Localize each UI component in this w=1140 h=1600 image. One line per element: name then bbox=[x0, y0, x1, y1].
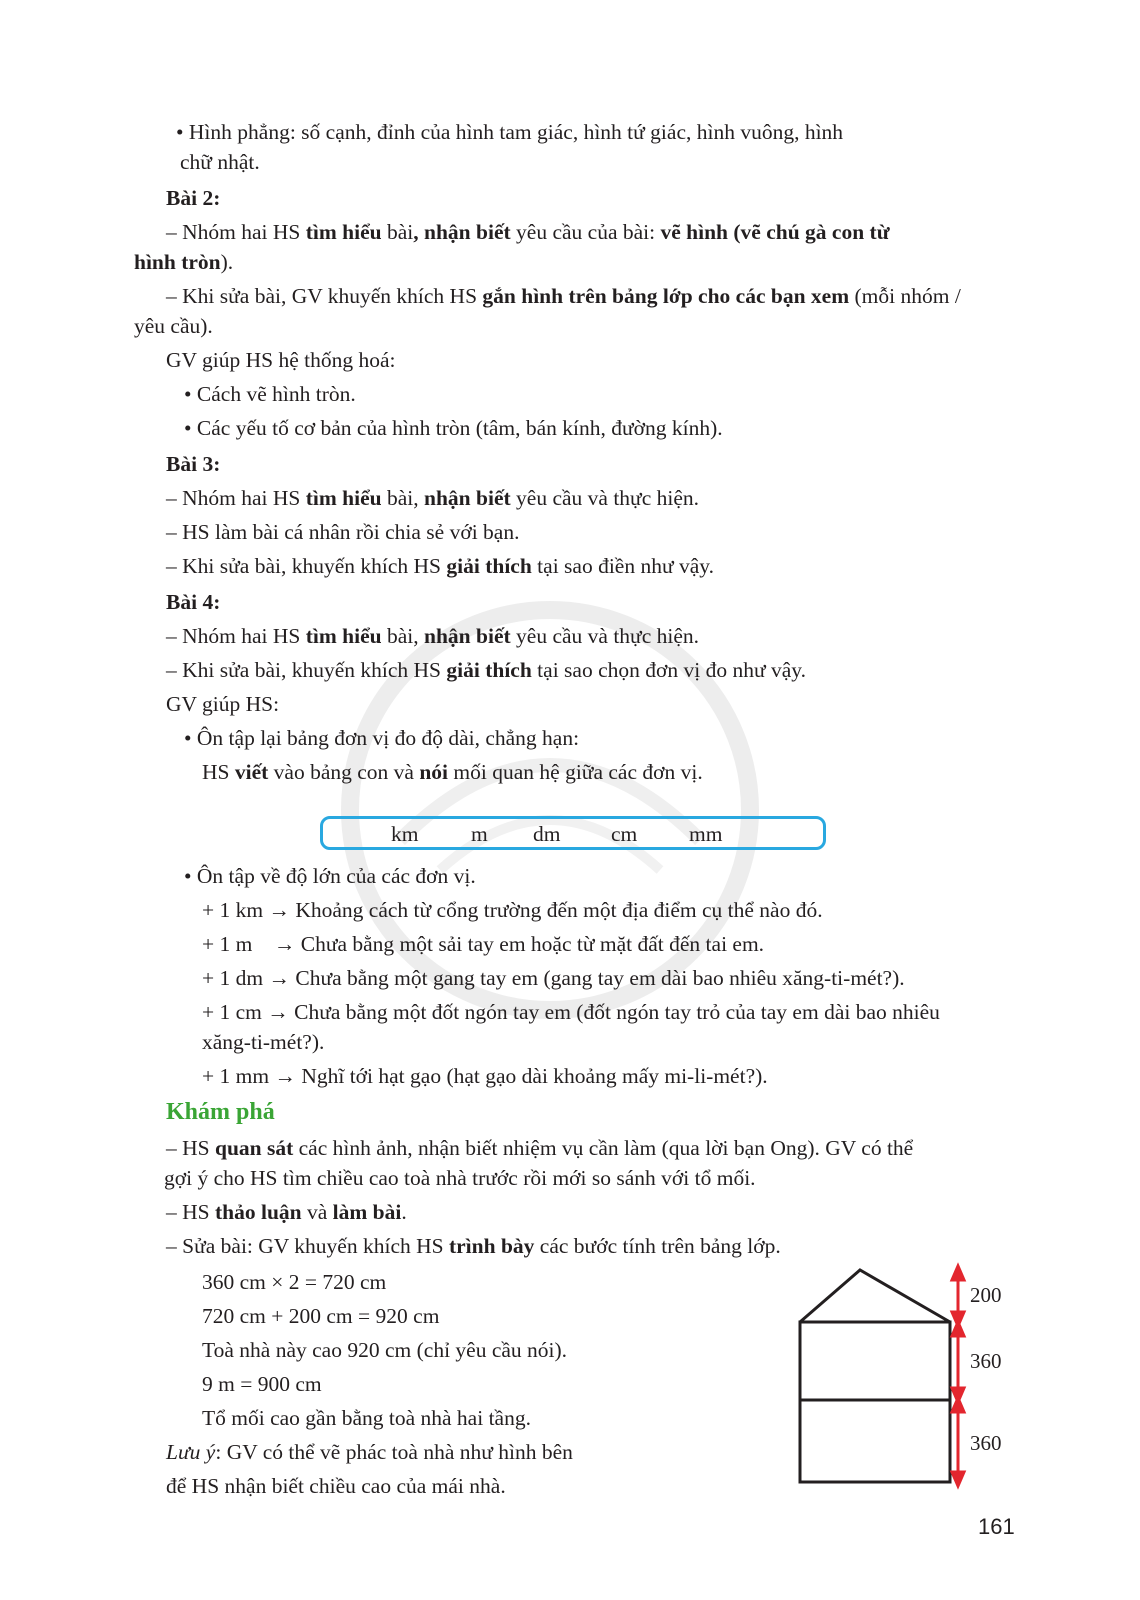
text-line: – HS làm bài cá nhân rồi chia sẻ với bạn. bbox=[166, 520, 520, 544]
text-line: – Khi sửa bài, khuyến khích HS giải thích tại sao điền như vậy. bbox=[166, 554, 715, 578]
bullet-line: • Các yếu tố cơ bản của hình tròn (tâm, bán kính, đường kính). bbox=[184, 416, 723, 440]
text-line: gợi ý cho HS tìm chiều cao toà nhà trước rồi mới so sánh với tổ mối. bbox=[164, 1166, 756, 1190]
bullet-line: • Cách vẽ hình tròn. bbox=[184, 382, 356, 406]
unit-m: m bbox=[471, 822, 488, 846]
calculation-line: 9 m = 900 cm bbox=[202, 1372, 322, 1396]
label-roof-height: 200 bbox=[970, 1283, 1002, 1307]
building-diagram bbox=[790, 1258, 1030, 1498]
bullet-line: • Ôn tập về độ lớn của các đơn vị. bbox=[184, 864, 476, 888]
text-line: GV giúp HS: bbox=[166, 692, 280, 716]
calculation-line: 360 cm × 2 = 720 cm bbox=[202, 1270, 387, 1294]
label-upper-floor-height: 360 bbox=[970, 1349, 1002, 1373]
unit-table bbox=[320, 816, 826, 850]
text-line: yêu cầu). bbox=[134, 314, 213, 338]
list-item: + 1 mm → Nghĩ tới hạt gạo (hạt gạo dài khoảng mấy mi-li-mét?). bbox=[202, 1064, 768, 1088]
label-lower-floor-height: 360 bbox=[970, 1431, 1002, 1455]
calculation-line: Tổ mối cao gần bằng toà nhà hai tầng. bbox=[202, 1406, 531, 1430]
note-line: để HS nhận biết chiều cao của mái nhà. bbox=[166, 1474, 506, 1498]
exercise-4-heading: Bài 4: bbox=[166, 590, 221, 614]
list-item: + 1 m → Chưa bằng một sải tay em hoặc từ mặt đất đến tai em. bbox=[202, 932, 765, 956]
unit-km: km bbox=[391, 822, 419, 846]
list-item: + 1 km → Khoảng cách từ cổng trường đến một địa điểm cụ thể nào đó. bbox=[202, 898, 823, 922]
building-outline bbox=[800, 1270, 950, 1482]
text-line: hình tròn). bbox=[134, 250, 234, 274]
text-line: – HS thảo luận và làm bài. bbox=[166, 1200, 407, 1224]
bullet-line: • Hình phẳng: số cạnh, đỉnh của hình tam giác, hình tứ giác, hình vuông, hình bbox=[176, 120, 844, 144]
unit-dm: dm bbox=[533, 822, 561, 846]
unit-mm: mm bbox=[689, 822, 723, 846]
list-item: + 1 dm → Chưa bằng một gang tay em (gang tay em dài bao nhiêu xăng-ti-mét?). bbox=[202, 966, 905, 990]
unit-cm: cm bbox=[611, 822, 638, 846]
floor-lower bbox=[800, 1400, 950, 1482]
calculation-line: Toà nhà này cao 920 cm (chỉ yêu cầu nói). bbox=[202, 1338, 568, 1362]
text-line: – Nhóm hai HS tìm hiểu bài, nhận biết yêu cầu và thực hiện. bbox=[166, 624, 700, 648]
note-line: Lưu ý: GV có thể vẽ phác toà nhà như hình bên bbox=[166, 1440, 573, 1464]
text-line: GV giúp HS hệ thống hoá: bbox=[166, 348, 396, 372]
roof bbox=[800, 1270, 950, 1322]
text-line: – Sửa bài: GV khuyến khích HS trình bày các bước tính trên bảng lớp. bbox=[166, 1234, 781, 1258]
list-item: + 1 cm → Chưa bằng một đốt ngón tay em (đốt ngón tay trỏ của tay em dài bao nhiêu bbox=[202, 1000, 940, 1024]
text-line: HS viết vào bảng con và nói mối quan hệ giữa các đơn vị. bbox=[202, 760, 703, 784]
calculation-line: 720 cm + 200 cm = 920 cm bbox=[202, 1304, 440, 1328]
text-line: – Nhóm hai HS tìm hiểu bài, nhận biết yêu cầu của bài: vẽ hình (vẽ chú gà con từ bbox=[166, 220, 890, 244]
text-line: – Nhóm hai HS tìm hiểu bài, nhận biết yêu cầu và thực hiện. bbox=[166, 486, 700, 510]
bullet-line: • Ôn tập lại bảng đơn vị đo độ dài, chẳng hạn: bbox=[184, 726, 580, 750]
text-line: chữ nhật. bbox=[180, 150, 260, 174]
text-line: – Khi sửa bài, GV khuyến khích HS gắn hình trên bảng lớp cho các bạn xem (mỗi nhóm / bbox=[166, 284, 961, 308]
page-number: 161 bbox=[978, 1514, 1015, 1539]
text-line: – Khi sửa bài, khuyến khích HS giải thích tại sao chọn đơn vị đo như vậy. bbox=[166, 658, 807, 682]
list-item: xăng-ti-mét?). bbox=[202, 1030, 325, 1054]
exercise-3-heading: Bài 3: bbox=[166, 452, 221, 476]
text-line: – HS quan sát các hình ảnh, nhận biết nhiệm vụ cần làm (qua lời bạn Ong). GV có thể bbox=[166, 1136, 914, 1160]
floor-upper bbox=[800, 1322, 950, 1400]
exercise-2-heading: Bài 2: bbox=[166, 186, 221, 210]
height-arrows bbox=[952, 1266, 964, 1486]
section-heading-kham-pha: Khám phá bbox=[166, 1099, 275, 1125]
